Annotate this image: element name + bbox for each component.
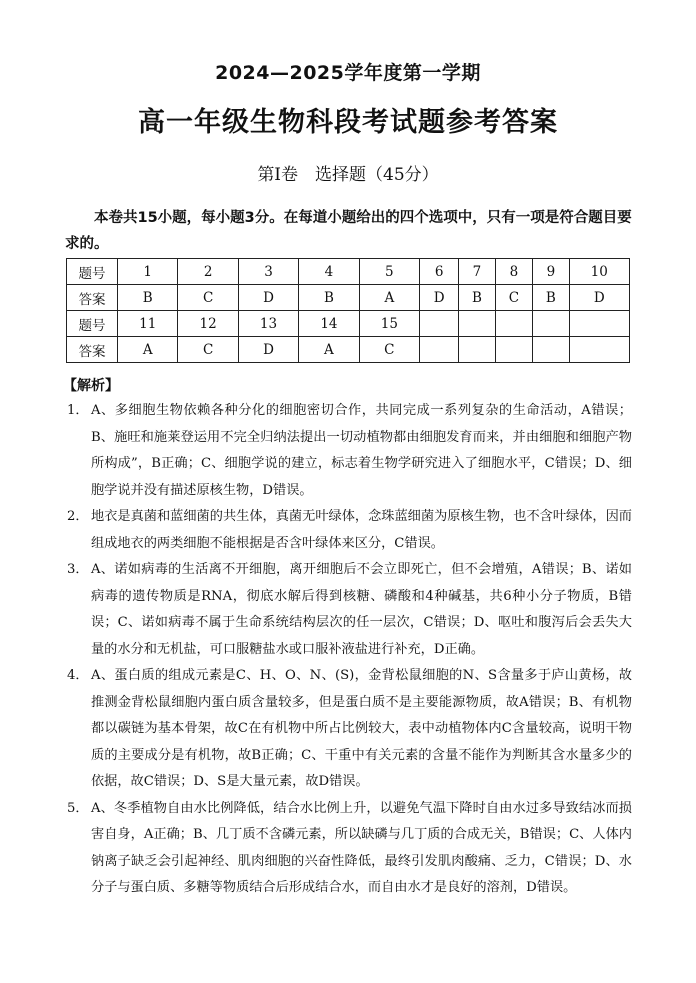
item-text: A、诺如病毒的生活离不开细胞，离开细胞后不会立即死亡，但不会增殖，A错误；B、诺如病毒的遗传物质是RNA，彻底水解后得到核糖、磷酸和4种碱基，共6种小分子物质，B错误；C、诺如病毒不属于生命系统结构层次的任一层次，C错误；D、呕吐和腹泻后会丢失大量的水分和无机盐，可口服糖盐水或口服补液盐进行补充，D正确。 xyxy=(91,562,632,657)
table-cell: 9 xyxy=(533,259,569,285)
table-cell xyxy=(533,311,569,337)
table-cell: D xyxy=(569,285,629,311)
table-row xyxy=(67,285,630,311)
analysis-heading: 【解析】 xyxy=(63,378,119,394)
instructions-paragraph: 本卷共15小题，每小题3分。在每道小题给出的四个选项中，只有一项是符合题目要求的。 xyxy=(65,210,632,252)
table-cell: D xyxy=(238,285,298,311)
table-cell: 2 xyxy=(178,259,238,285)
row-label-cell: 题号 xyxy=(67,259,118,285)
table-cell: 14 xyxy=(299,311,359,337)
table-cell xyxy=(495,337,533,363)
table-cell: C xyxy=(178,337,238,363)
table-cell: 4 xyxy=(299,259,359,285)
analysis-item xyxy=(67,557,632,663)
table-cell xyxy=(420,311,459,337)
answer-table xyxy=(66,258,630,363)
item-number: 5． xyxy=(67,800,89,816)
analysis-item xyxy=(67,796,632,902)
table-cell: C xyxy=(178,285,238,311)
table-cell: 3 xyxy=(238,259,298,285)
table-cell: A xyxy=(299,337,359,363)
table-cell xyxy=(420,337,459,363)
table-row xyxy=(67,259,630,285)
table-cell: A xyxy=(359,285,419,311)
item-text: A、多细胞生物依赖各种分化的细胞密切合作，共同完成一系列复杂的生命活动，A错误；B、施旺和施莱登运用不完全归纳法提出一切动植物都由细胞发育而来，并由细胞和细胞产物所构成”，B正确；C、细胞学说的建立，标志着生物学研究进入了细胞水平，C错误；D、细胞学说并没有描述原核生物，D错误。 xyxy=(91,403,632,498)
table-cell: B xyxy=(299,285,359,311)
table-cell: A xyxy=(118,337,178,363)
table-row xyxy=(67,337,630,363)
analysis-item xyxy=(67,663,632,796)
item-number: 3． xyxy=(67,562,89,577)
analysis-item xyxy=(67,504,632,557)
table-cell: D xyxy=(420,285,459,311)
table-cell xyxy=(495,311,533,337)
analysis-list xyxy=(67,398,632,902)
page-title: 高一年级生物科段考试题参考答案 xyxy=(138,107,558,138)
table-row xyxy=(67,311,630,337)
item-text: A、冬季植物自由水比例降低，结合水比例上升，以避免气温下降时自由水过多导致结冰而损害自身，A正确；B、几丁质不含磷元素，所以缺磷与几丁质的合成无关，B错误；C、人体内钠离子缺乏会引起神经、肌肉细胞的兴奋性降低，最终引发肌肉酸痛、乏力，C错误；D、水分子与蛋白质、多糖等物质结合后形成结合水，而自由水才是良好的溶剂，D错误。 xyxy=(91,800,632,895)
table-cell: 7 xyxy=(459,259,495,285)
table-cell: 12 xyxy=(178,311,238,337)
table-cell: 5 xyxy=(359,259,419,285)
term-subtitle: 2024—2025学年度第一学期 xyxy=(215,62,481,84)
section-heading: 第Ⅰ卷 选择题（45分） xyxy=(257,165,439,185)
table-cell: 11 xyxy=(118,311,178,337)
table-cell: D xyxy=(238,337,298,363)
table-cell xyxy=(533,337,569,363)
table-cell: 8 xyxy=(495,259,533,285)
table-cell xyxy=(569,337,629,363)
item-number: 1． xyxy=(67,403,89,418)
table-cell: B xyxy=(118,285,178,311)
table-cell xyxy=(459,311,495,337)
table-cell: 1 xyxy=(118,259,178,285)
table-cell: C xyxy=(495,285,533,311)
table-cell: 6 xyxy=(420,259,459,285)
item-text: 地衣是真菌和蓝细菌的共生体，真菌无叶绿体，念珠蓝细菌为原核生物，也不含叶绿体，因而组成地衣的两类细胞不能根据是否含叶绿体来区分，C错误。 xyxy=(91,509,632,551)
item-text: A、蛋白质的组成元素是C、H、O、N、(S)，金背松鼠细胞的N、S含量多于庐山黄杨，故推测金背松鼠细胞内蛋白质含量较多，但是蛋白质不是主要能源物质，故A错误；B、有机物都以碳链为基本骨架，故C在有机物中所占比例较大，表中动植物体内C含量较高，说明干物质的主要成分是有机物，故B正确；C、干重中有关元素的含量不能作为判断其含水量多少的依据，故C错误；D、S是大量元素，故D错误。 xyxy=(91,668,632,789)
item-number: 2． xyxy=(67,509,89,524)
table-cell xyxy=(459,337,495,363)
table-cell: 13 xyxy=(238,311,298,337)
table-cell xyxy=(569,311,629,337)
table-cell: B xyxy=(459,285,495,311)
row-label-cell: 答案 xyxy=(67,285,118,311)
table-cell: B xyxy=(533,285,569,311)
item-number: 4． xyxy=(67,668,89,683)
analysis-item xyxy=(67,398,632,504)
row-label-cell: 题号 xyxy=(67,311,118,337)
table-cell: 15 xyxy=(359,311,419,337)
table-cell: C xyxy=(359,337,419,363)
table-cell: 10 xyxy=(569,259,629,285)
row-label-cell: 答案 xyxy=(67,337,118,363)
